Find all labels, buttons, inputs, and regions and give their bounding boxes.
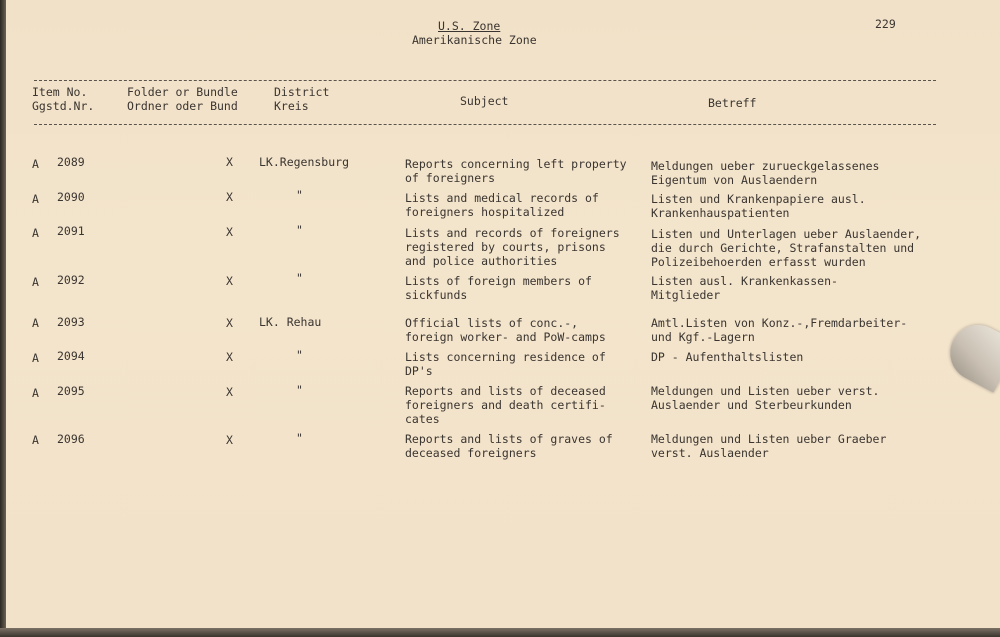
- column-header-district-en: District: [274, 85, 330, 99]
- row-betreff: [651, 192, 866, 220]
- row-district: ": [296, 188, 303, 202]
- row-betreff-line: verst. Auslaender: [651, 446, 769, 460]
- column-header-district-de: Kreis: [274, 99, 309, 113]
- row-folder-mark: X: [226, 433, 233, 447]
- row-betreff: [651, 432, 886, 460]
- row-letter: A: [32, 157, 39, 171]
- row-betreff: [651, 159, 879, 187]
- row-folder-mark: X: [226, 385, 233, 399]
- row-district: LK.Regensburg: [259, 155, 350, 169]
- row-district: ": [296, 223, 303, 237]
- row-subject: [405, 316, 606, 344]
- row-betreff: [651, 384, 879, 412]
- row-item-number: 2093: [57, 315, 85, 329]
- row-subject-line: and police authorities: [405, 254, 558, 268]
- row-betreff: [651, 316, 907, 344]
- row-letter: A: [32, 386, 39, 400]
- row-betreff-line: die durch Gerichte, Strafanstalten und: [651, 241, 915, 255]
- row-betreff: [651, 350, 803, 364]
- column-header-folder: [127, 85, 238, 113]
- row-district: ": [296, 271, 303, 285]
- row-subject-line: Reports and lists of deceased: [405, 384, 606, 398]
- row-subject-line: Official lists of conc.-,: [405, 316, 579, 330]
- row-betreff-line: Meldungen und Listen ueber verst.: [651, 384, 880, 398]
- row-subject-line: foreigners hospitalized: [405, 205, 565, 219]
- row-item-number: 2096: [57, 432, 85, 446]
- row-betreff-line: Meldungen und Listen ueber Graeber: [651, 432, 887, 446]
- page-bottom-edge: [0, 628, 1000, 637]
- row-betreff: [651, 227, 921, 269]
- row-subject: [405, 226, 620, 268]
- row-folder-mark: X: [226, 350, 233, 364]
- row-district: ": [296, 348, 303, 362]
- zone-title: U.S. Zone: [438, 19, 501, 33]
- row-item-number: 2094: [57, 349, 85, 363]
- column-header-folder-en: Folder or Bundle: [127, 85, 238, 99]
- row-item-number: 2095: [57, 384, 85, 398]
- row-subject-line: Lists of foreign members of: [405, 274, 592, 288]
- row-betreff: [651, 274, 838, 302]
- row-letter: A: [32, 316, 39, 330]
- row-subject: [405, 191, 599, 219]
- row-betreff-line: Listen und Unterlagen ueber Auslaender,: [651, 227, 922, 241]
- column-header-item: [32, 85, 94, 113]
- row-district: ": [296, 431, 303, 445]
- row-subject-line: foreigners and death certifi-: [405, 398, 606, 412]
- row-betreff-line: Listen und Krankenpapiere ausl.: [651, 192, 866, 206]
- row-subject: [405, 274, 592, 302]
- row-betreff-line: Mitglieder: [651, 288, 721, 302]
- row-betreff-line: Eigentum von Auslaendern: [651, 173, 818, 187]
- row-subject-line: foreign worker- and PoW-camps: [405, 330, 606, 344]
- row-subject-line: Lists and records of foreigners: [405, 226, 620, 240]
- header-rule-top: [34, 80, 936, 81]
- row-item-number: 2090: [57, 190, 85, 204]
- row-betreff-line: Amtl.Listen von Konz.-,Fremdarbeiter-: [651, 316, 908, 330]
- column-header-subject: Subject: [460, 94, 509, 108]
- row-subject-line: deceased foreigners: [405, 446, 537, 460]
- row-subject-line: of foreigners: [405, 171, 496, 185]
- column-header-folder-de: Ordner oder Bund: [127, 99, 238, 113]
- row-letter: A: [32, 275, 39, 289]
- column-header-betreff: Betreff: [708, 96, 757, 110]
- row-item-number: 2091: [57, 224, 85, 238]
- row-subject-line: Reports and lists of graves of: [405, 432, 613, 446]
- row-folder-mark: X: [226, 190, 233, 204]
- row-subject-line: sickfunds: [405, 288, 468, 302]
- row-subject-line: Reports concerning left property: [405, 157, 627, 171]
- row-subject: [405, 350, 606, 378]
- row-subject-line: registered by courts, prisons: [405, 240, 606, 254]
- zone-subtitle: Amerikanische Zone: [412, 33, 537, 47]
- row-subject-line: Lists and medical records of: [405, 191, 599, 205]
- row-betreff-line: DP - Aufenthaltslisten: [651, 350, 804, 364]
- row-subject: [405, 384, 606, 426]
- row-letter: A: [32, 351, 39, 365]
- row-district: LK. Rehau: [259, 315, 322, 329]
- row-betreff-line: Listen ausl. Krankenkassen-: [651, 274, 838, 288]
- row-subject-line: cates: [405, 412, 440, 426]
- row-subject: [405, 432, 613, 460]
- row-subject-line: Lists concerning residence of: [405, 350, 606, 364]
- row-subject-line: DP's: [405, 364, 433, 378]
- row-letter: A: [32, 226, 39, 240]
- row-subject: [405, 157, 627, 185]
- column-header-item-en: Item No.: [32, 85, 88, 99]
- page-tab-marker: [940, 315, 1000, 393]
- column-header-item-de: Ggstd.Nr.: [32, 99, 95, 113]
- row-letter: A: [32, 433, 39, 447]
- row-letter: A: [32, 192, 39, 206]
- column-header-district: [274, 85, 329, 113]
- row-betreff-line: Meldungen ueber zurueckgelassenes: [651, 159, 880, 173]
- row-betreff-line: Krankenhauspatienten: [651, 206, 790, 220]
- row-folder-mark: X: [226, 316, 233, 330]
- row-folder-mark: X: [226, 155, 233, 169]
- row-item-number: 2092: [57, 273, 85, 287]
- row-folder-mark: X: [226, 274, 233, 288]
- document-page: [6, 0, 1000, 628]
- row-district: ": [296, 383, 303, 397]
- row-betreff-line: Polizeibehoerden erfasst wurden: [651, 255, 866, 269]
- row-item-number: 2089: [57, 155, 85, 169]
- row-folder-mark: X: [226, 225, 233, 239]
- header-rule-bottom: [34, 124, 936, 125]
- page-number: 229: [875, 17, 896, 31]
- row-betreff-line: Auslaender und Sterbeurkunden: [651, 398, 852, 412]
- row-betreff-line: und Kgf.-Lagern: [651, 330, 755, 344]
